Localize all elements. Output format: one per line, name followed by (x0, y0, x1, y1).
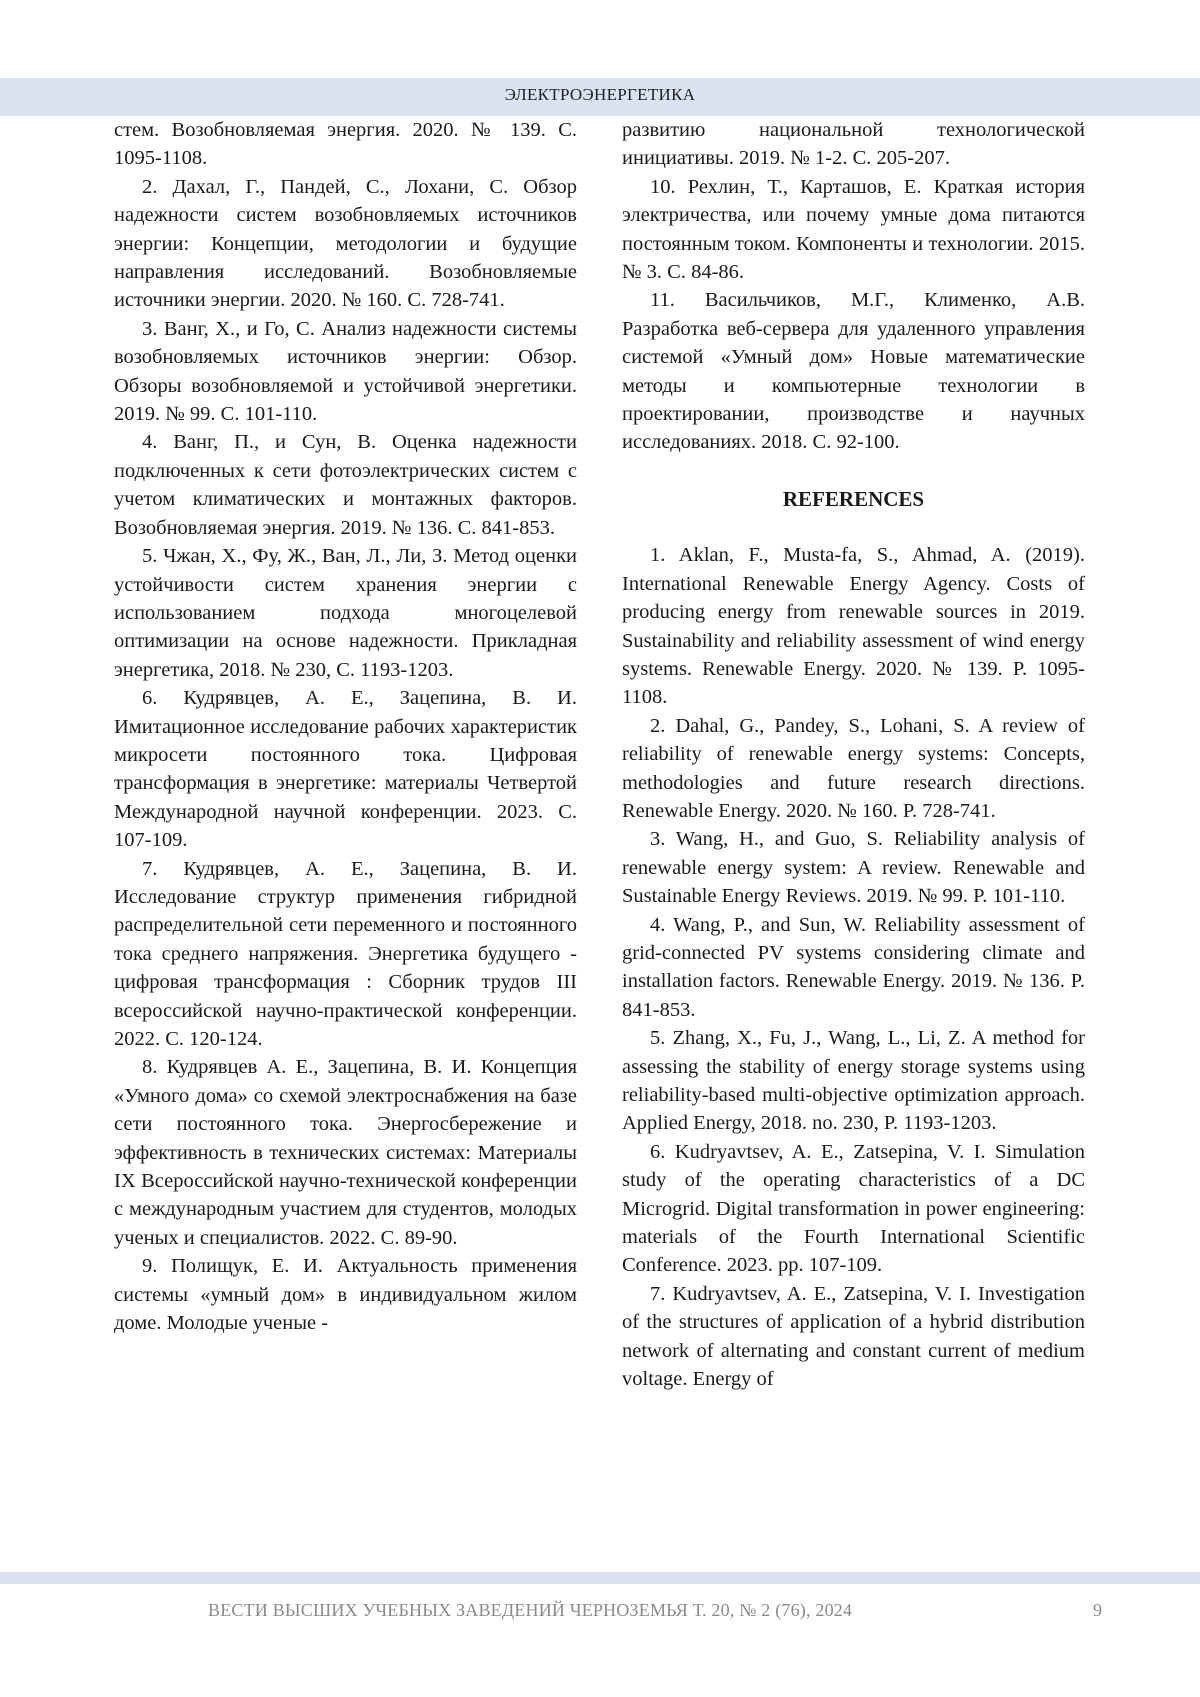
reference-entry-en: 6. Kudryavtsev, A. E., Zatsepina, V. I. Simulation study of the operating characteristics of a DC Microgrid. Digital transformation in power engineering: materials of the Fourth International Scientific Conference. 2023. pp. 107-109. (622, 1140, 1085, 1277)
reference-entry: 8. Кудрявцев А. Е., Зацепина, В. И. Концепция «Умного дома» со схемой электроснабжения на базе сети постоянного тока. Энергосбережение и эффективность в технических системах: Материалы IX Всероссийской научно-технической конференции с международным участием для студентов, молодых ученых и специалистов. 2022. С. 89-90. (114, 1056, 577, 1249)
references-heading: REFERENCES (782, 486, 925, 511)
section-title: ЭЛЕКТРОЭНЕРГЕТИКА (504, 85, 696, 104)
reference-entry: стем. Возобновляемая энергия. 2020. № 139. С. 1095-1108. (114, 119, 577, 170)
reference-entry-en: 4. Wang, P., and Sun, W. Reliability assessment of grid-connected PV systems considering climate and installation factors. Renewable Energy. 2019. № 136. P. 841-853. (622, 913, 1085, 1021)
reference-entry: 10. Рехлин, Т., Карташов, Е. Краткая история электричества, или почему умные дома питаются постоянным током. Компоненты и технологии. 2015. № 3. С. 84-86. (622, 175, 1085, 284)
reference-entry: 11. Васильчиков, М.Г., Клименко, А.В. Разработка веб-сервера для удаленного управления системой «Умный дом» Новые математические методы и компьютерные технологии в проектировании, производстве и научных исследованиях. 2018. С. 92-100. (622, 289, 1085, 454)
journal-footer: ВЕСТИ ВЫСШИХ УЧЕБНЫХ ЗАВЕДЕНИЙ ЧЕРНОЗЕМЬЯ Т. 20, № 2 (76), 2024 (208, 1600, 853, 1620)
reference-entry-en: 7. Kudryavtsev, A. E., Zatsepina, V. I. Investigation of the structures of application of a hybrid distribution network of alternating and constant current of medium voltage. Energy of (622, 1282, 1085, 1391)
reference-entry: 2. Дахал, Г., Пандей, С., Лохани, С. Обзор надежности систем возобновляемых источников энергии: Концепции, методологии и будущие направления исследований. Возобновляемые источники энергии. 2020. № 160. С. 728-741. (114, 175, 577, 312)
reference-entry: 7. Кудрявцев, А. Е., Зацепина, В. И. Исследование структур применения гибридной распределительной сети переменного и постоянного тока среднего напряжения. Энергетика будущего - цифровая трансформация : Сборник трудов III всероссийской научно-практической конференции. 2022. С. 120-124. (114, 857, 577, 1050)
reference-entry: 4. Ванг, П., и Сун, В. Оценка надежности подключенных к сети фотоэлектрических систем с учетом климатических и монтажных факторов. Возобновляемая энергия. 2019. № 136. С. 841-853. (114, 431, 577, 539)
page-number: 9 (1093, 1600, 1102, 1620)
reference-entry: 3. Ванг, Х., и Го, С. Анализ надежности системы возобновляемых источников энергии: Обзор. Обзоры возобновляемой и устойчивой энергетики. 2019. № 99. С. 101-110. (114, 317, 577, 426)
reference-entry: 6. Кудрявцев, А. Е., Зацепина, В. И. Имитационное исследование рабочих характеристик микросети постоянного тока. Цифровая трансформация в энергетике: материалы Четвертой Международной научной конференции. 2023. С. 107-109. (114, 687, 577, 852)
reference-entry-en: 1. Aklan, F., Musta-fa, S., Ahmad, A. (2019). International Renewable Energy Agency. Costs of producing energy from renewable sources in 2019. Sustainability and reliability assessment of wind energy systems. Renewable Energy. 2020. № 139. P. 1095-1108. (622, 544, 1085, 709)
reference-entry-en: 5. Zhang, X., Fu, J., Wang, L., Li, Z. A method for assessing the stability of energy storage systems using reliability-based multi-objective optimization approach. Applied Energy, 2018. no. 230, P. 1193-1203. (622, 1027, 1085, 1135)
reference-entry-en: 2. Dahal, G., Pandey, S., Lohani, S. A review of reliability of renewable energy systems: Concepts, methodologies and future research directions. Renewable Energy. 2020. № 160. P. 728-741. (622, 714, 1085, 822)
reference-entry: развитию национальной технологической инициативы. 2019. № 1-2. С. 205-207. (622, 119, 1085, 170)
right-column (622, 116, 1085, 1393)
reference-entry: 5. Чжан, Х., Фу, Ж., Ван, Л., Ли, З. Метод оценки устойчивости систем хранения энергии с использованием подхода многоцелевой оптимизации на основе надежности. Прикладная энергетика, 2018. № 230, С. 1193-1203. (114, 545, 577, 681)
reference-entry: 9. Полищук, Е. И. Актуальность применения системы «умный дом» в индивидуальном жилом доме. Молодые ученые - (114, 1255, 577, 1335)
reference-entry-en: 3. Wang, H., and Guo, S. Reliability analysis of renewable energy system: A review. Renewable and Sustainable Energy Reviews. 2019. № 99. P. 101-110. (622, 828, 1085, 908)
footer-bar (0, 1572, 1200, 1584)
left-column (114, 116, 577, 1337)
